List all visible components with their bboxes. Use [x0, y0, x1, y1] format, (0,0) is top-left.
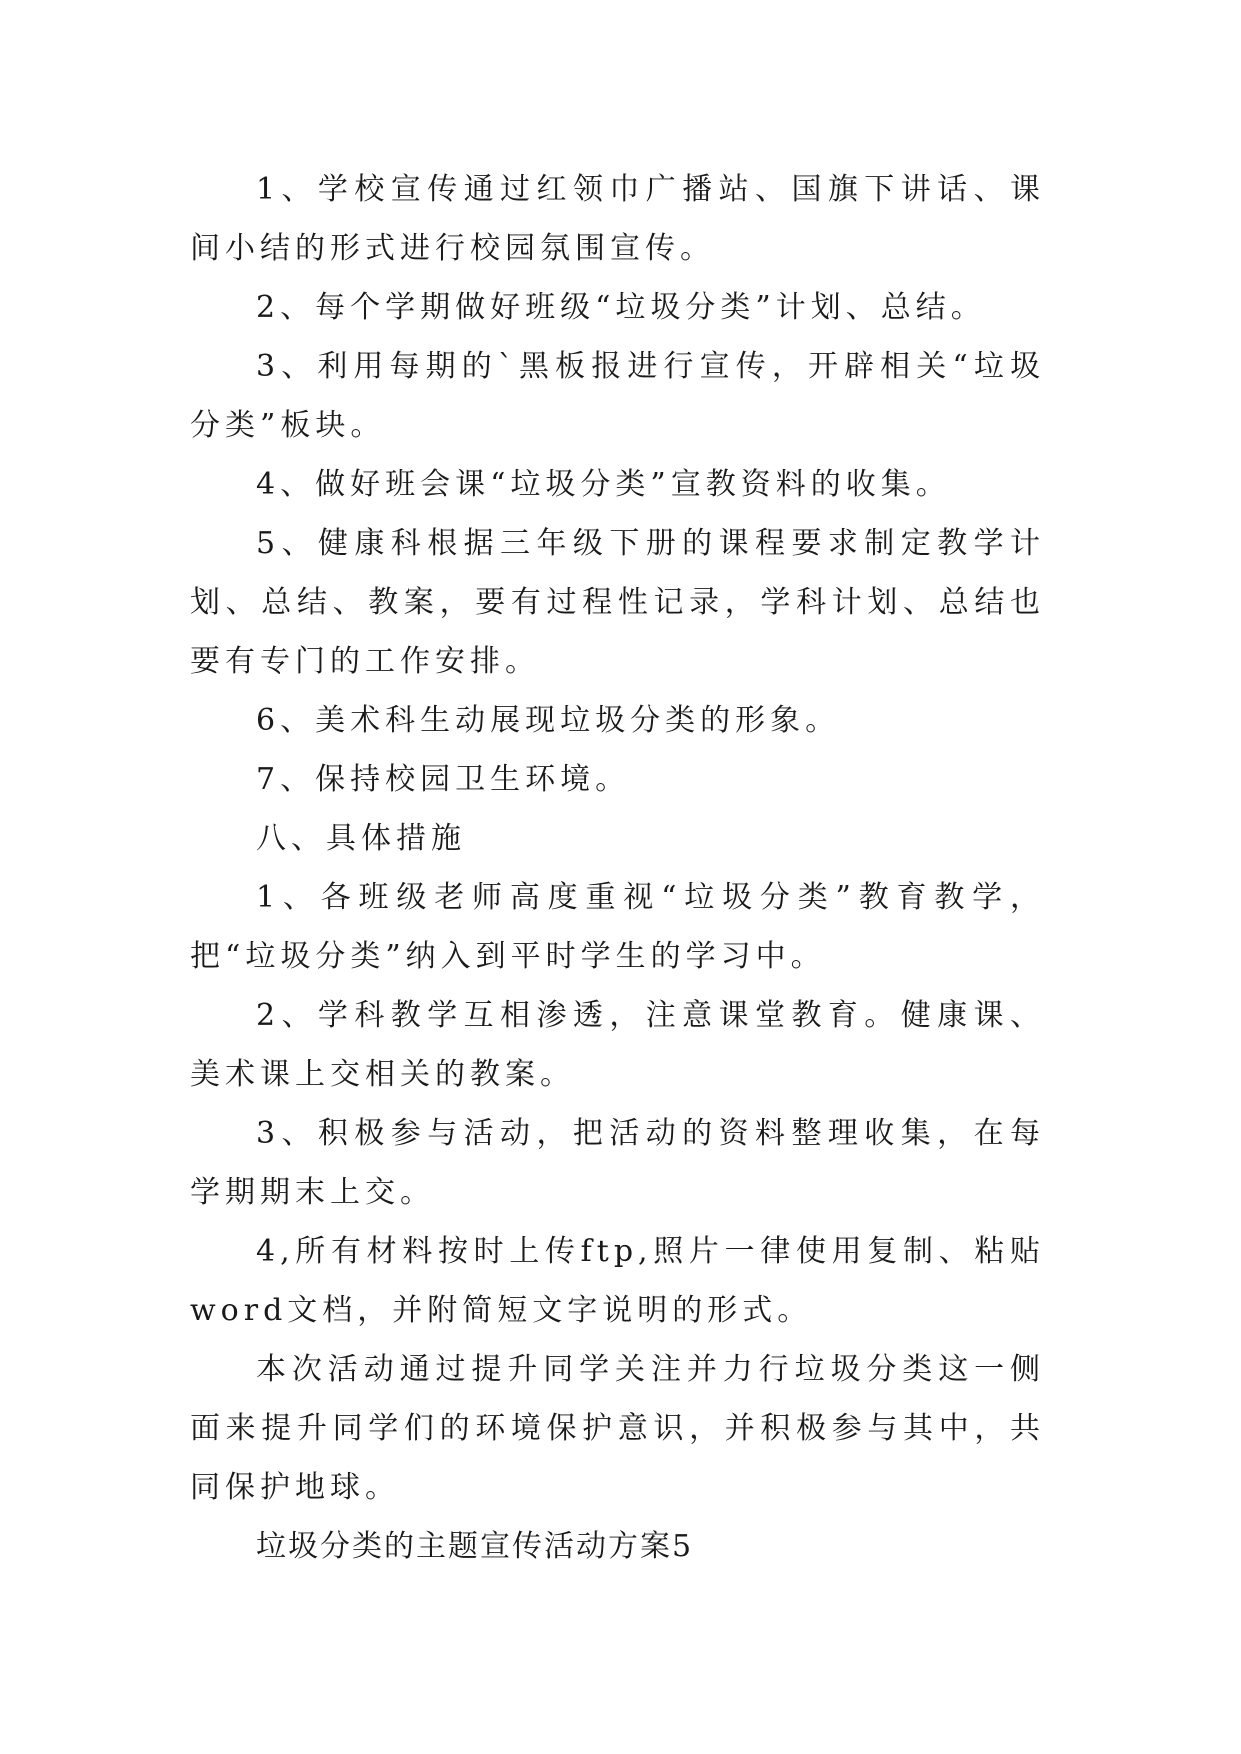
paragraph-item-4: 4、做好班会课“垃圾分类”宣教资料的收集。	[256, 467, 951, 502]
next-plan-title: 垃圾分类的主题宣传活动方案5	[256, 1529, 694, 1564]
paragraph-item-2: 2、每个学期做好班级“垃圾分类”计划、总结。	[256, 290, 986, 325]
document-body	[190, 160, 1045, 1576]
paragraph-item-5: 5、健康科根据三年级下册的课程要求制定教学计划、总结、教案，要有过程性记录，学科计划、总结也要有专门的工作安排。	[190, 526, 1045, 679]
paragraph-item-3: 3、利用每期的`黑板报进行宣传，开辟相关“垃圾分类”板块。	[190, 349, 1045, 443]
section-heading-measures: 八、具体措施	[256, 821, 466, 856]
measure-item-1: 1、各班级老师高度重视“垃圾分类”教育教学，把“垃圾分类”纳入到平时学生的学习中。	[190, 880, 1045, 974]
measure-item-3: 3、积极参与活动，把活动的资料整理收集，在每学期期末上交。	[190, 1116, 1045, 1210]
measure-item-2: 2、学科教学互相渗透，注意课堂教育。健康课、美术课上交相关的教案。	[190, 998, 1045, 1092]
paragraph-item-1: 1、学校宣传通过红领巾广播站、国旗下讲话、课间小结的形式进行校园氛围宣传。	[190, 172, 1045, 266]
paragraph-item-6: 6、美术科生动展现垃圾分类的形象。	[256, 703, 841, 738]
measure-item-4: 4,所有材料按时上传ftp,照片一律使用复制、粘贴word文档，并附简短文字说明的形式。	[190, 1234, 1045, 1328]
paragraph-item-7: 7、保持校园卫生环境。	[256, 762, 631, 797]
closing-paragraph: 本次活动通过提升同学关注并力行垃圾分类这一侧面来提升同学们的环境保护意识，并积极参与其中，共同保护地球。	[190, 1352, 1045, 1505]
